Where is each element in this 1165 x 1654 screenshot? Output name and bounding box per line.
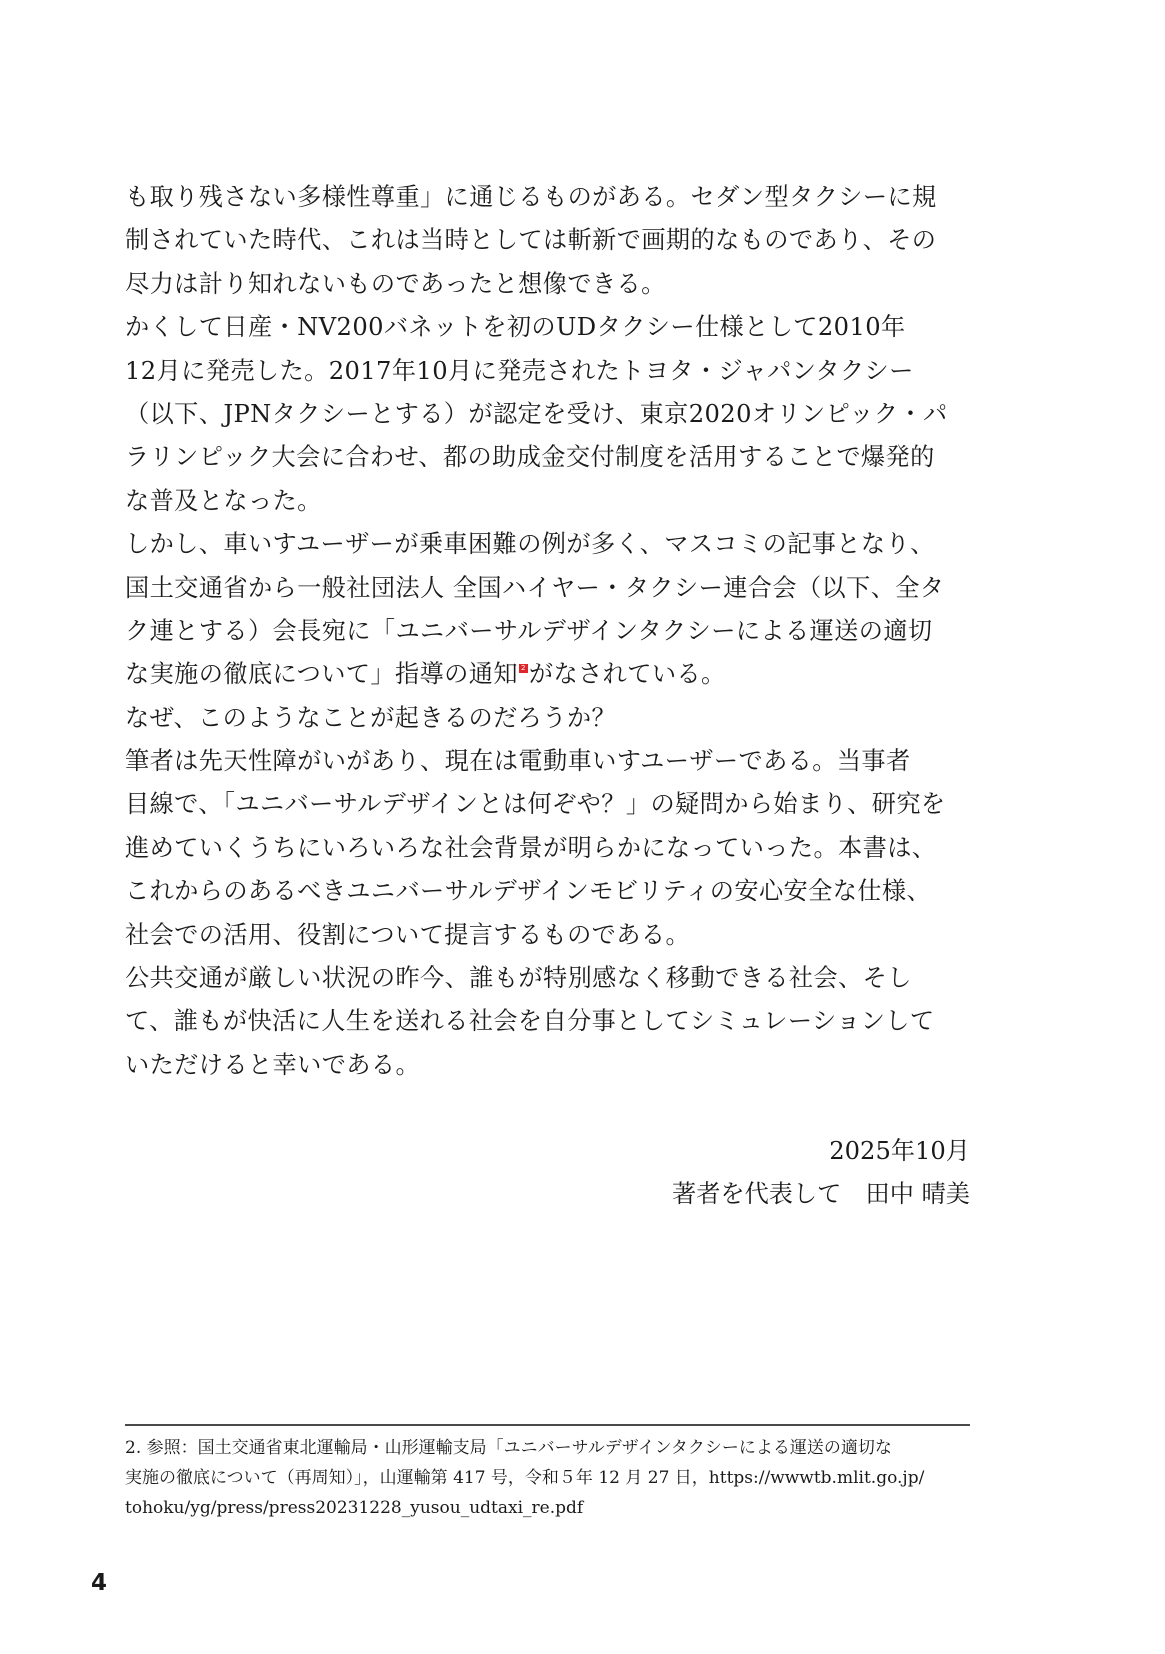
text-line-part: がなされている。 [528, 660, 726, 689]
text-line: て、誰もが快活に人生を送れる社会を自分事としてシミュレーションして [125, 1007, 935, 1036]
text-line: これからのあるべきユニバーサルデザインモビリティの安心安全な仕様、 [125, 877, 932, 906]
text-line: なぜ、このようなことが起きるのだろうか？ [125, 703, 617, 732]
footnote-reference-marker[interactable]: 2 [519, 664, 528, 673]
footnote-divider [125, 1424, 970, 1426]
body-text [125, 176, 970, 1087]
text-line: 社会での活用、役割について提言するものである。 [125, 920, 691, 949]
footnote-line: 2. 参照：国土交通省東北運輸局・山形運輸支局「ユニバーサルデザインタクシーによる運送の適切な [125, 1438, 892, 1458]
text-line-with-footnote [125, 653, 970, 696]
text-line: 尽力は計り知れないものであったと想像できる。 [125, 269, 666, 298]
text-line: 国土交通省から一般社団法人 全国ハイヤー・タクシー連合会（以下、全タ [125, 573, 945, 602]
signature-date: 2025年10月 [829, 1137, 970, 1165]
signature-block [560, 1130, 970, 1217]
text-line: な普及となった。 [125, 486, 322, 515]
text-line: 進めていくうちにいろいろな社会背景が明らかになっていった。本書は、 [125, 833, 937, 862]
text-line: 制されていた時代、これは当時としては斬新で画期的なものであり、その [125, 226, 937, 255]
text-line: 筆者は先天性障がいがあり、現在は電動車いすユーザーである。当事者 [125, 747, 911, 776]
text-line: しかし、車いすユーザーが乗車困難の例が多く、マスコミの記事となり、 [125, 530, 935, 559]
text-line-part: な実施の徹底について」指導の通知 [125, 660, 518, 689]
text-line: も取り残さない多様性尊重」に通じるものがある。セダン型タクシーに規 [125, 183, 937, 211]
text-line: 目線で、「ユニバーサルデザインとは何ぞや？」の疑問から始まり、研究を [125, 790, 946, 819]
signature-author: 著者を代表して 田中 晴美 [672, 1180, 970, 1209]
text-line: 12月に発売した。2017年10月に発売されたトヨタ・ジャパンタクシー [125, 356, 914, 385]
text-line: （以下、JPNタクシーとする）が認定を受け、東京2020オリンピック・パ [125, 399, 948, 428]
text-line: いただけると幸いである。 [125, 1050, 421, 1079]
text-line: ク連とする）会長宛に「ユニバーサルデザインタクシーによる運送の適切 [125, 616, 933, 645]
footnote [125, 1433, 970, 1523]
footnote-line: 実施の徹底について（再周知）」，山運輸第 417 号，令和５年 12 月 27 日，https://wwwtb.mlit.go.jp/ [125, 1468, 925, 1488]
page-number: 4 [91, 1570, 108, 1596]
footnote-line: tohoku/yg/press/press20231228_yusou_udtaxi_re.pdf [125, 1498, 584, 1518]
text-line: 公共交通が厳しい状況の昨今、誰もが特別感なく移動できる社会、そし [125, 964, 912, 993]
text-line: ラリンピック大会に合わせ、都の助成金交付制度を活用することで爆発的 [125, 443, 935, 472]
text-line: かくして日産・NV200バネットを初のUDタクシー仕様として2010年 [125, 313, 906, 342]
